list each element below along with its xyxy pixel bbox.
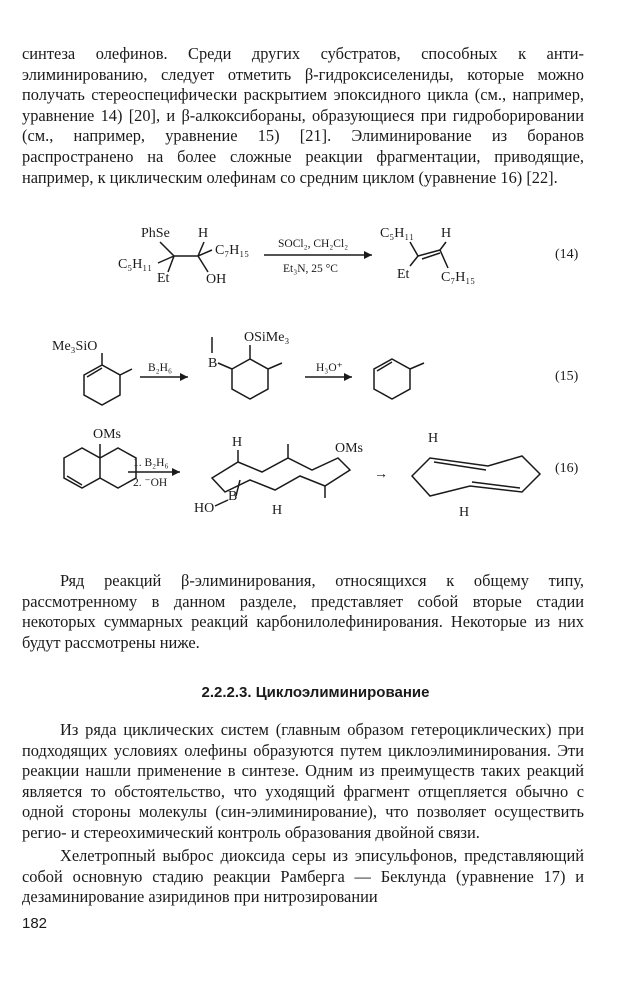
eq14-reagent-bottom: Et₃N, 25 °C <box>283 263 338 275</box>
eq14-et1: Et <box>157 271 170 286</box>
eq14-oh: OH <box>206 272 227 287</box>
eq14-c7h15b: C₇H₁₅ <box>441 270 476 285</box>
paragraph-1: синтеза олефинов. Среди других субстратов, способных к анти-элиминированию, следует отметить β-гидроксиселениды, которые можно получать стереоспецифически раскрытием эпоксидного цикла (см., например, уравнение 14) [20], и β-алкоксибораны, образующиеся при гидроборировании (см., например, уравнение 15) [21]. Элиминирование из боранов распространено на более сложные реакции фрагментации, приводящие, например, к циклическим олефинам со средним циклом (уравнение 16) [22]. <box>22 44 584 187</box>
eq16-h-p2: H <box>459 505 470 520</box>
paragraph-4: Хелетропный выброс диоксида серы из эписульфонов, представляющий собой основную стадию реакции Рамберга — Беклунда (уравнение 17) и дезаминирование азиридинов при нитрозировании <box>22 846 584 907</box>
equation-15 <box>0 325 631 410</box>
paragraph-3: Из ряда циклических систем (главным образом гетероциклических) при подходящих условиях олефины образуются путем циклоэлиминирования. Эти реакции нашли применение в синтезе. Одним из преимуществ таких реакций является то обстоятельство, что уходящий фрагмент отщепляется обычно с одной стороны молекулы (син-элиминирование), что позволяет осуществить регио- и стереохимический контроль образования двойной связи. <box>22 720 584 842</box>
eq16-oms1: OMs <box>93 427 122 442</box>
eq14-phse: PhSe <box>141 226 170 241</box>
eq16-reagent-top: 1. B₂H₆ <box>133 457 169 469</box>
eq14-c5h11b: C₅H₁₁ <box>380 226 415 241</box>
eq15-arrowhead1 <box>180 373 188 381</box>
eq16-h-p1: H <box>428 431 439 446</box>
eq15-me3sio: Me₃SiO <box>52 339 98 354</box>
eq14-h1: H <box>198 226 209 241</box>
eq14-arrowhead <box>364 251 372 259</box>
eq16-h-tl: H <box>232 435 243 450</box>
page-number: 182 <box>22 915 48 932</box>
eq16-reagent-bottom: 2. ⁻OH <box>133 477 168 489</box>
eq15-b: B <box>208 356 218 371</box>
eq15-reagent2: H₃O⁺ <box>316 362 343 374</box>
section-heading: 2.2.2.3. Циклоэлиминирование <box>201 684 430 701</box>
eq15-osime3: OSiMe₃ <box>244 330 290 345</box>
eq15-arrowhead2 <box>344 373 352 381</box>
eq16-decalin <box>64 444 136 488</box>
eq14-reagent-top: SOCl₂, CH₂Cl₂ <box>278 238 349 250</box>
eq15-reagent1: B₂H₆ <box>148 362 172 374</box>
eq14-et2: Et <box>397 267 410 282</box>
equation-16 <box>0 420 631 530</box>
eq14-product-bonds <box>410 242 448 268</box>
eq16-oms2: OMs <box>335 441 364 456</box>
eq14-c7h15a: C₇H₁₅ <box>215 243 250 258</box>
eq15-enol-ether-ring <box>84 353 132 405</box>
eq15-number: (15) <box>555 369 579 384</box>
eq16-b: B <box>228 489 238 504</box>
eq16-ho: HO <box>194 501 215 516</box>
eq15-alkene-ring <box>374 359 424 399</box>
eq16-arrow2: → <box>374 467 388 482</box>
eq16-medium-ring <box>412 456 540 496</box>
eq16-h-bm: H <box>272 503 283 518</box>
eq14-number: (14) <box>555 247 579 262</box>
eq14-h2: H <box>441 226 452 241</box>
eq15-borane-ring <box>212 337 282 399</box>
paragraph-2: Ряд реакций β-элиминирования, относящихся к общему типу, рассмотренному в данном разделе, представляет собой вторые стадии некоторых суммарных реакций карбонилолефинирования. Некоторые из них будут рассмотрены ниже. <box>22 571 584 652</box>
eq14-c5h11a: C₅H₁₁ <box>118 257 153 272</box>
eq16-number: (16) <box>555 461 579 476</box>
eq16-arrowhead1 <box>172 468 180 476</box>
equation-14 <box>0 220 631 300</box>
eq14-reactant-bonds <box>158 242 212 272</box>
